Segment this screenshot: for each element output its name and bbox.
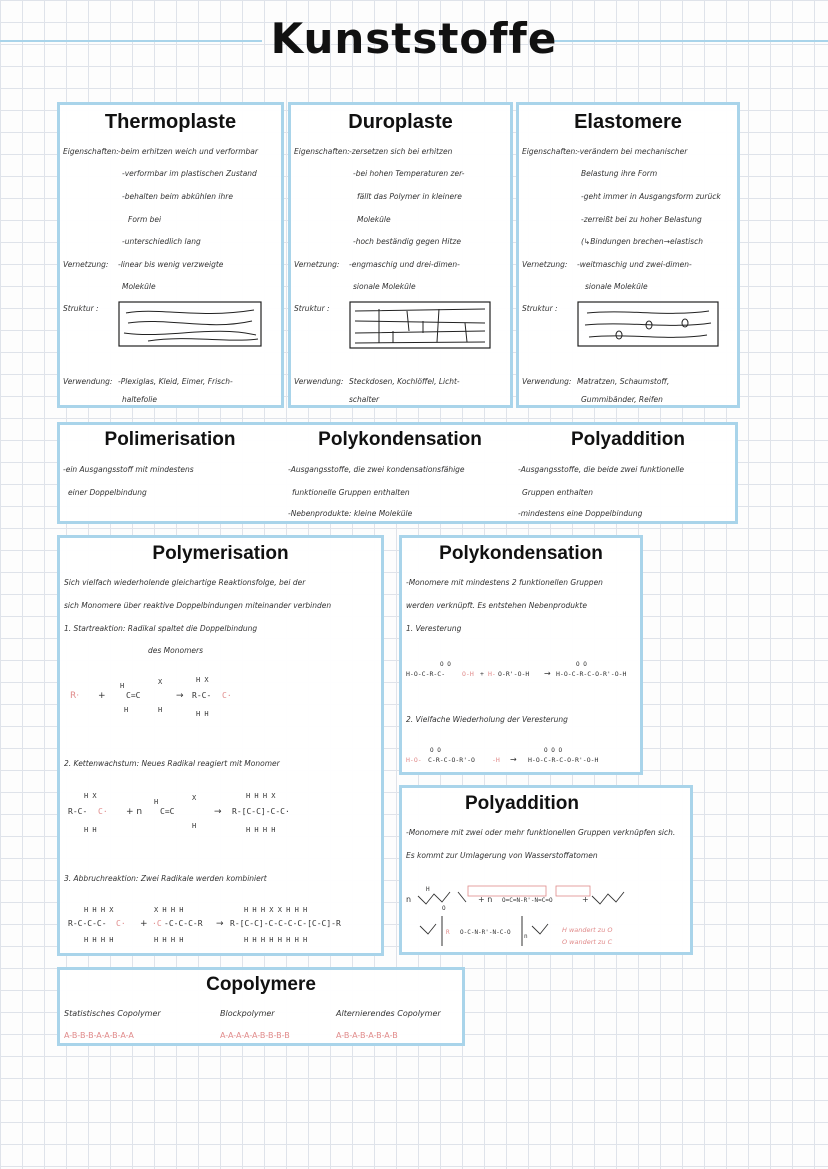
svg-text:O O: O O [430,747,441,754]
overview-polykondensation-line: funktionelle Gruppen enthalten [292,488,410,497]
overview-polimerisation-line: -ein Ausgangsstoff mit mindestens [63,465,194,474]
prop-line: -zerreißt bei zu hoher Belastung [581,215,702,224]
svg-text:H H: H H [196,710,209,718]
thermoplaste-title: Thermoplaste [104,111,237,133]
prop-line: fällt das Polymer in kleinere [357,192,462,201]
svg-text:H: H [154,798,159,806]
polykondensation-title: Polykondensation [439,543,603,564]
linkage-line: -linear bis wenig verzweigte [118,260,224,269]
svg-text:H-O-: H-O- [406,756,422,764]
prop-line: (↳Bindungen brechen→elastisch [581,237,703,246]
svg-text:H H H X: H H H X [246,792,276,800]
polymerisation-title: Polymerisation [152,543,289,564]
wiederholung-label: 2. Vielfache Wiederholung der Veresterung [406,715,568,724]
svg-text:+ n: + n [478,895,493,904]
startreaktion-label: 1. Startreaktion: Radikal spaltet die Doppelbindung [64,624,258,633]
overview-polyaddition-title: Polyaddition [571,429,685,450]
svg-text:H H H X: H H H X [84,906,114,914]
copolymer-type-label: Statistisches Copolymer [64,1009,161,1018]
svg-text:C·: C· [222,691,232,700]
svg-text:H-O-C-R-C-: H-O-C-R-C- [406,670,446,678]
svg-text:O O O: O O O [544,747,563,754]
svg-text:n: n [406,895,412,904]
svg-text:→: → [510,755,517,764]
svg-text:H-O-C-R-C-O-R'-O-H: H-O-C-R-C-O-R'-O-H [528,756,599,764]
structure-label: Struktur : [294,304,330,313]
overview-polyaddition-line: -Ausgangsstoffe, die beide zwei funktionelle [518,465,684,474]
wiederholung-formula [406,746,640,774]
polyaddition-title: Polyaddition [465,793,579,814]
copolymer-formula: A-B-A-B-A-B-A-B [336,1031,398,1040]
svg-text:O O: O O [576,661,587,668]
copolymer-type-label: Alternierendes Copolymer [336,1009,441,1018]
copolymer-formula: A-A-A-A-A-B-B-B-B [220,1031,290,1040]
svg-text:-H: -H [492,756,500,764]
overview-polyaddition-line: -mindestens eine Doppelbindung [518,509,643,518]
polymerisation-card [57,535,384,956]
veresterung-formula [406,658,640,688]
svg-text:-C-C-C-R: -C-C-C-R [164,919,203,928]
svg-text:→: → [214,807,222,817]
overview-polyaddition-line: Gruppen enthalten [522,488,593,497]
svg-text:X: X [158,678,163,686]
svg-text:n: n [524,933,528,940]
polyaddition-intro: Es kommt zur Umlagerung von Wasserstoffatomen [406,851,598,860]
elastomer-structure-drawing [577,301,719,347]
svg-text:O O: O O [440,661,451,668]
svg-text:H: H [192,822,197,830]
svg-text:H X: H X [84,792,97,800]
svg-text:R-[C-C]-C-C·: R-[C-C]-C-C· [232,807,290,816]
prop-line: Belastung ihre Form [581,169,658,178]
svg-text:C·: C· [98,807,108,816]
svg-text:+: + [140,919,148,929]
thermoplaste-card [57,102,284,408]
svg-text:H H H H: H H H H [84,936,114,944]
use-line: schalter [349,395,380,404]
svg-text:R: R [446,929,450,936]
kettenwachstum-formula [66,786,336,842]
svg-text:H X: H X [196,676,209,684]
svg-text:H-: H- [488,670,496,678]
svg-text:R-[C-C]-C-C-C-C-[C-C]-R: R-[C-C]-C-C-C-C-[C-C]-R [230,919,341,928]
polykondensation-intro: werden verknüpft. Es entstehen Nebenprodukte [406,601,587,610]
polymerisation-intro: Sich vielfach wiederholende gleichartige Reaktionsfolge, bei der [64,578,306,587]
use-line: haltefolie [122,395,157,404]
use-line: Matratzen, Schaumstoff, [577,377,670,386]
polykondensation-card [399,535,643,775]
svg-text:C-R-C-O-R'-O: C-R-C-O-R'-O [428,756,475,764]
prop-line: -zersetzen sich bei erhitzen [349,147,453,156]
copolymere-title: Copolymere [206,974,316,995]
svg-text:X: X [192,794,197,802]
svg-text:+: + [582,895,589,904]
svg-text:R-C-: R-C- [192,691,212,700]
svg-text:H: H [120,682,125,690]
duroplaste-title: Duroplaste [348,111,453,133]
prop-line: Moleküle [357,215,391,224]
props-label: Eigenschaften: [63,147,119,156]
reaction-overview-card [57,422,738,524]
linkage-label: Vernetzung: [294,260,340,269]
duroplaste-card [288,102,513,408]
polyaddition-legend: H wandert zu O [562,926,613,934]
use-line: Gummibänder, Reifen [581,395,663,404]
page-title: Kunststoffe [270,14,558,63]
svg-text:+: + [480,670,484,678]
veresterung-label: 1. Veresterung [406,624,462,633]
overview-polykondensation-line: -Ausgangsstoffe, die zwei kondensationsfähige [288,465,465,474]
svg-text:+ n: + n [126,807,143,817]
svg-text:H H H H: H H H H [154,936,184,944]
kettenwachstum-label: 2. Kettenwachstum: Neues Radikal reagiert mit Monomer [64,759,280,768]
svg-text:·C: ·C [152,919,162,928]
polymerisation-intro: sich Monomere über reaktive Doppelbindungen miteinander verbinden [64,601,332,610]
linkage-line: sionale Moleküle [353,282,416,291]
svg-text:O-C-N-R'-N-C-O: O-C-N-R'-N-C-O [460,929,511,936]
polykondensation-intro: -Monomere mit mindestens 2 funktionellen Gruppen [406,578,603,587]
use-line: Steckdosen, Kochlöffel, Licht- [349,377,460,386]
svg-text:→: → [544,669,551,678]
svg-text:+: + [98,691,106,701]
svg-text:X H H H: X H H H [154,906,184,914]
linkage-line: -engmaschig und drei-dimen- [349,260,460,269]
polyaddition-intro: -Monomere mit zwei oder mehr funktionellen Gruppen verknüpfen sich. [406,828,676,837]
svg-text:H-O-C-R-C-O-R'-O-H: H-O-C-R-C-O-R'-O-H [556,670,627,678]
use-label: Verwendung: [522,377,572,386]
prop-line: -verändern bei mechanischer [577,147,688,156]
svg-text:C=C: C=C [160,807,175,816]
structure-label: Struktur : [63,304,99,313]
svg-text:H: H [426,886,430,893]
use-label: Verwendung: [294,377,344,386]
svg-text:H H H X X H H H: H H H X X H H H [244,906,308,914]
linkage-label: Vernetzung: [63,260,109,269]
props-label: Eigenschaften: [522,147,578,156]
prop-line: -hoch beständig gegen Hitze [353,237,461,246]
svg-text:O-R'-O-H: O-R'-O-H [498,670,530,678]
svg-text:O=C=N-R'-N=C=O: O=C=N-R'-N=C=O [502,897,553,904]
linkage-line: Moleküle [122,282,156,291]
copolymere-card [57,967,465,1046]
svg-text:H H H H H H H H: H H H H H H H H [244,936,308,944]
polyaddition-legend: O wandert zu C [562,938,613,946]
svg-text:R·: R· [70,691,80,701]
prop-line: -unterschiedlich lang [122,237,201,246]
use-line: -Plexiglas, Kleid, Eimer, Frisch- [118,377,233,386]
svg-text:H: H [158,706,163,714]
svg-text:O: O [442,905,446,912]
structure-label: Struktur : [522,304,558,313]
use-label: Verwendung: [63,377,113,386]
elastomere-card [516,102,740,408]
svg-text:H H H H: H H H H [246,826,276,834]
overview-polimerisation-line: einer Doppelbindung [68,488,147,497]
svg-text:→: → [176,691,184,701]
linkage-line: -weitmaschig und zwei-dimen- [577,260,692,269]
abbruchreaktion-label: 3. Abbruchreaktion: Zwei Radikale werden kombiniert [64,874,267,883]
svg-text:O-H: O-H [462,670,474,678]
linkage-line: sionale Moleküle [585,282,648,291]
prop-line: -geht immer in Ausgangsform zurück [581,192,721,201]
prop-line: Form bei [128,215,162,224]
overview-polykondensation-line: -Nebenprodukte: kleine Moleküle [288,509,413,518]
svg-text:R-C-: R-C- [68,807,88,816]
svg-text:→: → [216,919,224,929]
svg-text:H: H [124,706,129,714]
copolymer-type-label: Blockpolymer [220,1009,275,1018]
linkage-label: Vernetzung: [522,260,568,269]
overview-polimerisation-title: Polimerisation [104,429,236,450]
prop-line: -behalten beim abkühlen ihre [122,192,233,201]
overview-polykondensation-title: Polykondensation [318,429,482,450]
svg-text:R-C-C-C-: R-C-C-C- [68,919,107,928]
props-label: Eigenschaften: [294,147,350,156]
elastomere-title: Elastomere [574,111,682,133]
prop-line: -verformbar im plastischen Zustand [122,169,257,178]
prop-line: -beim erhitzen weich und verformbar [118,147,258,156]
duroplast-structure-drawing [349,301,491,349]
prop-line: -bei hohen Temperaturen zer- [353,169,465,178]
polyaddition-card [399,785,693,955]
thermoplast-structure-drawing [118,301,262,347]
abbruchreaktion-formula [66,900,382,952]
copolymer-formula: A-B-B-B-A-A-B-A-A [64,1031,134,1040]
svg-text:C·: C· [116,919,126,928]
startreaktion-formula [68,668,268,726]
startreaktion-label-cont: des Monomers [148,646,203,655]
svg-text:H H: H H [84,826,97,834]
svg-text:C=C: C=C [126,691,141,700]
